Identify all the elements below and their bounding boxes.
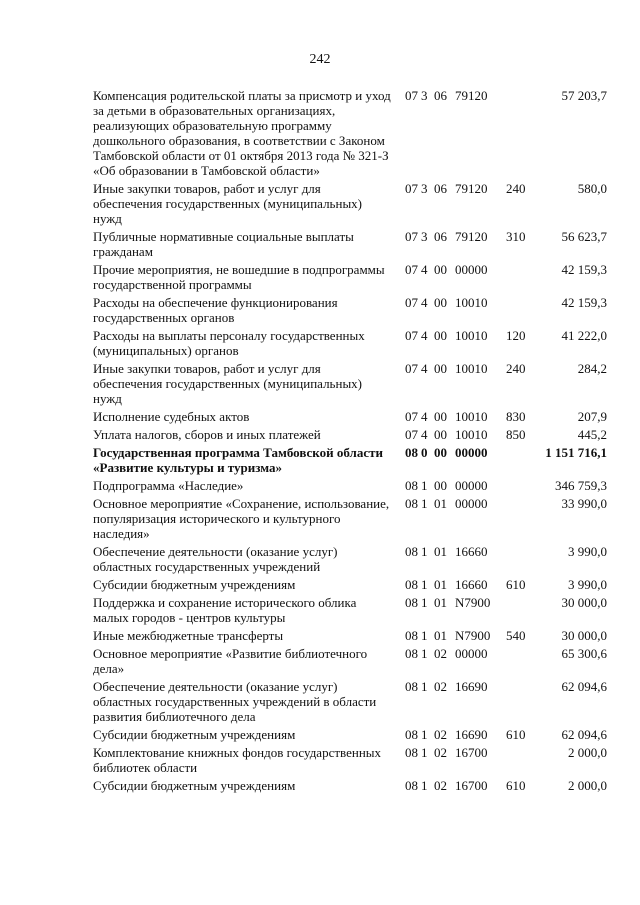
amount: 346 759,3 [555, 478, 607, 493]
amount: 42 159,3 [561, 295, 607, 310]
expense-code: 16700 [455, 778, 488, 793]
subsection-code: 1 [421, 646, 428, 661]
subsection-code: 1 [421, 679, 428, 694]
row-description: Уплата налогов, сборов и иных платежей [93, 427, 321, 442]
expense-code: 16690 [455, 679, 488, 694]
section-code: 07 [405, 262, 418, 277]
amount: 42 159,3 [561, 262, 607, 277]
amount: 56 623,7 [561, 229, 607, 244]
expense-code: 79120 [455, 88, 488, 103]
section-code: 07 [405, 409, 418, 424]
program-code: 02 [434, 778, 447, 793]
subsection-code: 3 [421, 229, 428, 244]
expense-code: N7900 [455, 628, 491, 643]
row-description: Исполнение судебных актов [93, 409, 250, 424]
amount: 41 222,0 [561, 328, 607, 343]
program-code: 00 [434, 328, 447, 343]
program-code: 01 [434, 544, 447, 559]
row-description: Субсидии бюджетным учреждениям [93, 778, 296, 793]
amount: 284,2 [577, 361, 607, 376]
subsection-code: 4 [421, 361, 428, 376]
expense-code: 10010 [455, 328, 488, 343]
section-code: 07 [405, 361, 418, 376]
section-code: 07 [405, 295, 418, 310]
row-description: Субсидии бюджетным учреждениям [93, 577, 296, 592]
table-row [0, 745, 640, 778]
subsection-code: 1 [421, 727, 428, 742]
table-row [0, 229, 640, 262]
subsection-code: 4 [421, 328, 428, 343]
table-row [0, 496, 640, 544]
amount: 3 990,0 [568, 577, 607, 592]
section-code: 08 [405, 679, 418, 694]
subsection-code: 1 [421, 544, 428, 559]
program-code: 00 [434, 295, 447, 310]
section-code: 07 [405, 229, 418, 244]
program-code: 00 [434, 445, 447, 460]
expense-code: 00000 [455, 478, 488, 493]
row-description: Компенсация родительской платы за присмотр и уход за детьми в образовательных организациях, реализующих образовательную программу дошкольного образования, в соответствии с Законом Тамбовской области от 01 октября 2013 года № 321-З «Об образовании в Тамбовской области» [93, 88, 391, 178]
table-row [0, 181, 640, 229]
subsection-code: 1 [421, 778, 428, 793]
amount: 580,0 [577, 181, 607, 196]
section-code: 07 [405, 427, 418, 442]
section-code: 08 [405, 778, 418, 793]
row-description: Обеспечение деятельности (оказание услуг) областных государственных учреждений [93, 544, 338, 574]
program-code: 02 [434, 745, 447, 760]
expense-code: 16700 [455, 745, 488, 760]
amount: 33 990,0 [561, 496, 607, 511]
section-code: 07 [405, 181, 418, 196]
section-code: 08 [405, 628, 418, 643]
section-code: 07 [405, 88, 418, 103]
section-code: 08 [405, 646, 418, 661]
subsection-code: 3 [421, 181, 428, 196]
amount: 207,9 [577, 409, 607, 424]
subsection-code: 4 [421, 409, 428, 424]
expense-type-code: 610 [506, 577, 526, 592]
table-row [0, 646, 640, 679]
page-number: 242 [309, 52, 331, 67]
amount: 445,2 [577, 427, 607, 442]
expense-code: 10010 [455, 409, 488, 424]
table-row [0, 361, 640, 409]
expense-type-code: 830 [506, 409, 526, 424]
expense-type-code: 610 [506, 778, 526, 793]
expense-code: N7900 [455, 595, 491, 610]
table-row [0, 595, 640, 628]
section-code: 08 [405, 577, 418, 592]
subsection-code: 4 [421, 262, 428, 277]
table-row [0, 577, 640, 595]
expense-code: 16660 [455, 544, 488, 559]
table-row [0, 262, 640, 295]
table-row [0, 328, 640, 361]
subsection-code: 4 [421, 295, 428, 310]
table-row [0, 295, 640, 328]
section-code: 08 [405, 478, 418, 493]
table-row [0, 544, 640, 577]
expense-code: 00000 [455, 262, 488, 277]
table-row [0, 409, 640, 427]
program-code: 02 [434, 727, 447, 742]
table-row [0, 727, 640, 745]
expense-type-code: 240 [506, 181, 526, 196]
amount: 65 300,6 [561, 646, 607, 661]
section-code: 08 [405, 496, 418, 511]
subsection-code: 1 [421, 628, 428, 643]
amount: 3 990,0 [568, 544, 607, 559]
subsection-code: 1 [421, 577, 428, 592]
row-description: Поддержка и сохранение исторического облика малых городов - центров культуры [93, 595, 357, 625]
table-row [0, 478, 640, 496]
row-description: Основное мероприятие «Развитие библиотечного дела» [93, 646, 368, 676]
row-description: Комплектование книжных фондов государственных библиотек области [93, 745, 382, 775]
row-description: Иные закупки товаров, работ и услуг для обеспечения государственных (муниципальных) нужд [93, 181, 363, 226]
row-description: Публичные нормативные социальные выплаты гражданам [93, 229, 354, 259]
program-code: 02 [434, 646, 447, 661]
row-description: Расходы на выплаты персоналу государственных (муниципальных) органов [93, 328, 365, 358]
table-row [0, 778, 640, 796]
section-code: 08 [405, 727, 418, 742]
amount: 57 203,7 [561, 88, 607, 103]
budget-table [0, 88, 640, 796]
row-description: Субсидии бюджетным учреждениям [93, 727, 296, 742]
section-code: 08 [405, 544, 418, 559]
expense-type-code: 120 [506, 328, 526, 343]
expense-code: 79120 [455, 229, 488, 244]
subsection-code: 0 [421, 445, 428, 460]
program-code: 01 [434, 496, 447, 511]
row-description: Подпрограмма «Наследие» [93, 478, 244, 493]
row-description: Обеспечение деятельности (оказание услуг) областных государственных учреждений в области развития библиотечного дела [93, 679, 377, 724]
row-description: Прочие мероприятия, не вошедшие в подпрограммы государственной программы [93, 262, 385, 292]
expense-code: 16690 [455, 727, 488, 742]
table-row [0, 445, 640, 478]
program-code: 01 [434, 577, 447, 592]
program-code: 00 [434, 409, 447, 424]
amount: 30 000,0 [561, 595, 607, 610]
section-code: 08 [405, 745, 418, 760]
expense-code: 00000 [455, 646, 488, 661]
program-code: 06 [434, 181, 447, 196]
subsection-code: 3 [421, 88, 428, 103]
section-code: 08 [405, 445, 418, 460]
amount: 62 094,6 [561, 727, 607, 742]
table-row [0, 88, 640, 181]
subsection-code: 1 [421, 478, 428, 493]
expense-type-code: 240 [506, 361, 526, 376]
expense-type-code: 610 [506, 727, 526, 742]
expense-type-code: 310 [506, 229, 526, 244]
expense-code: 00000 [455, 496, 488, 511]
program-code: 01 [434, 628, 447, 643]
section-code: 08 [405, 595, 418, 610]
table-row [0, 628, 640, 646]
section-code: 07 [405, 328, 418, 343]
expense-type-code: 540 [506, 628, 526, 643]
amount: 2 000,0 [568, 778, 607, 793]
row-description: Основное мероприятие «Сохранение, использование, популяризация исторического и культурного наследия» [93, 496, 390, 541]
program-code: 06 [434, 229, 447, 244]
program-code: 06 [434, 88, 447, 103]
program-code: 00 [434, 478, 447, 493]
amount: 1 151 716,1 [545, 445, 607, 460]
expense-code: 10010 [455, 295, 488, 310]
row-description: Иные межбюджетные трансферты [93, 628, 284, 643]
table-row [0, 427, 640, 445]
program-code: 01 [434, 595, 447, 610]
row-description: Расходы на обеспечение функционирования государственных органов [93, 295, 338, 325]
expense-code: 00000 [455, 445, 488, 460]
amount: 62 094,6 [561, 679, 607, 694]
expense-code: 10010 [455, 427, 488, 442]
program-code: 02 [434, 679, 447, 694]
subsection-code: 1 [421, 595, 428, 610]
expense-code: 10010 [455, 361, 488, 376]
program-code: 00 [434, 361, 447, 376]
expense-code: 79120 [455, 181, 488, 196]
table-row [0, 679, 640, 727]
expense-code: 16660 [455, 577, 488, 592]
program-code: 00 [434, 262, 447, 277]
row-description: Иные закупки товаров, работ и услуг для обеспечения государственных (муниципальных) нужд [93, 361, 363, 406]
amount: 30 000,0 [561, 628, 607, 643]
expense-type-code: 850 [506, 427, 526, 442]
program-code: 00 [434, 427, 447, 442]
row-description: Государственная программа Тамбовской области «Развитие культуры и туризма» [93, 445, 383, 475]
subsection-code: 4 [421, 427, 428, 442]
subsection-code: 1 [421, 496, 428, 511]
amount: 2 000,0 [568, 745, 607, 760]
subsection-code: 1 [421, 745, 428, 760]
